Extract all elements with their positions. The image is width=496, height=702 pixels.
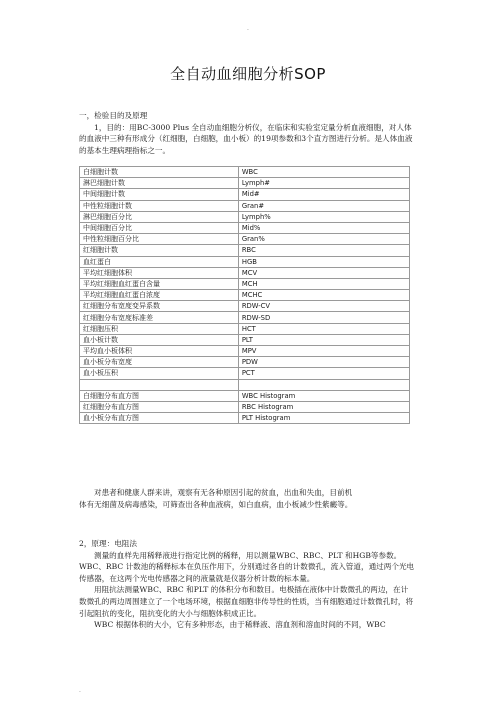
parameter-name: 中间细胞计数 bbox=[80, 189, 239, 200]
parameter-name: 红细胞计数 bbox=[80, 245, 239, 256]
parameter-row bbox=[80, 368, 410, 379]
parameter-name: 血小板分布宽度 bbox=[80, 357, 239, 368]
parameter-row bbox=[80, 189, 410, 200]
parameter-name: 血小板分布直方图 bbox=[80, 413, 239, 424]
parameter-abbreviation: Lymph# bbox=[238, 178, 409, 189]
header-mark: . bbox=[247, 25, 249, 32]
parameter-row bbox=[80, 290, 410, 301]
parameter-name bbox=[80, 379, 239, 390]
parameter-row bbox=[80, 245, 410, 256]
parameter-name: 血小板计数 bbox=[80, 334, 239, 345]
parameter-abbreviation: Mid% bbox=[238, 222, 409, 233]
significance-line-1: 对患者和健康人群来讲，观察有无各种原因引起的贫血，出血和失血，目前机 bbox=[94, 488, 353, 497]
parameter-row bbox=[80, 334, 410, 345]
footer-mark: . bbox=[79, 687, 81, 694]
parameter-abbreviation: WBC Histogram bbox=[238, 390, 409, 401]
parameter-abbreviation: RBC Histogram bbox=[238, 401, 409, 412]
parameter-row bbox=[80, 390, 410, 401]
page-title: 全自动血细胞分析SOP bbox=[170, 65, 326, 83]
parameter-name: 中性粒细胞计数 bbox=[80, 200, 239, 211]
parameter-table bbox=[79, 166, 410, 424]
parameter-row bbox=[80, 178, 410, 189]
section-1-intro: 1，目的：用BC-3000 Plus 全自动血细胞分析仪，在临床和实验室定量分析血液细胞，对人体的血液中三种有形成分（红细胞，白细胞，血小板）的19项参数和3个直方图进行分析。是人体血液的基本生理病理指标之一。 bbox=[79, 122, 413, 155]
parameter-abbreviation: WBC bbox=[238, 167, 409, 178]
parameter-name: 淋巴细胞计数 bbox=[80, 178, 239, 189]
parameter-name: 血红蛋白 bbox=[80, 256, 239, 267]
parameter-row bbox=[80, 312, 410, 323]
principle-paragraph-3: WBC 根据体积的大小，它有多种形态，由于稀释液、溶血剂和溶血时间的不同，WBC bbox=[94, 620, 386, 630]
significance-line-2: 体有无细菌及病毒感染，可筛查出各种血液病，如白血病，血小板减少性紫癜等。 bbox=[79, 499, 353, 509]
section-2 bbox=[79, 538, 415, 631]
parameter-row bbox=[80, 211, 410, 222]
section-1-heading: 一，检验目的及原理 bbox=[79, 111, 148, 120]
parameter-row bbox=[80, 357, 410, 368]
parameter-name: 中性粒细胞百分比 bbox=[80, 234, 239, 245]
parameter-abbreviation: Gran% bbox=[238, 234, 409, 245]
parameter-name: 红细胞分布直方图 bbox=[80, 401, 239, 412]
parameter-name: 平均红细胞血红蛋白含量 bbox=[80, 278, 239, 289]
parameter-row bbox=[80, 301, 410, 312]
parameter-name: 血小板压积 bbox=[80, 368, 239, 379]
parameter-abbreviation: PLT bbox=[238, 334, 409, 345]
parameter-row bbox=[80, 200, 410, 211]
parameter-abbreviation: Mid# bbox=[238, 189, 409, 200]
parameter-abbreviation: RDW-SD bbox=[238, 312, 409, 323]
parameter-abbreviation: MCV bbox=[238, 267, 409, 278]
parameter-abbreviation: MPV bbox=[238, 346, 409, 357]
parameter-abbreviation: HGB bbox=[238, 256, 409, 267]
parameter-row bbox=[80, 323, 410, 334]
parameter-name: 淋巴细胞百分比 bbox=[80, 211, 239, 222]
parameter-name: 平均红细胞血红蛋白浓度 bbox=[80, 290, 239, 301]
parameter-abbreviation bbox=[238, 379, 409, 390]
parameter-row bbox=[80, 222, 410, 233]
parameter-row bbox=[80, 413, 410, 424]
clinical-significance bbox=[79, 487, 415, 510]
parameter-abbreviation: RDW-CV bbox=[238, 301, 409, 312]
parameter-row bbox=[80, 379, 410, 390]
parameter-row bbox=[80, 346, 410, 357]
parameter-name: 中间细胞百分比 bbox=[80, 222, 239, 233]
parameter-row bbox=[80, 267, 410, 278]
parameter-name: 平均红细胞体积 bbox=[80, 267, 239, 278]
parameter-abbreviation: MCHC bbox=[238, 290, 409, 301]
section-2-heading: 2，原理：电阻法 bbox=[79, 539, 137, 548]
parameter-name: 红细胞分布宽度变异系数 bbox=[80, 301, 239, 312]
parameter-row bbox=[80, 234, 410, 245]
parameter-abbreviation: HCT bbox=[238, 323, 409, 334]
parameter-row bbox=[80, 167, 410, 178]
parameter-name: 红细胞分布宽度标准差 bbox=[80, 312, 239, 323]
parameter-name: 白细胞计数 bbox=[80, 167, 239, 178]
parameter-abbreviation: RBC bbox=[238, 245, 409, 256]
parameter-row bbox=[80, 256, 410, 267]
parameter-name: 平均血小板体积 bbox=[80, 346, 239, 357]
parameter-abbreviation: PCT bbox=[238, 368, 409, 379]
parameter-abbreviation: Lymph% bbox=[238, 211, 409, 222]
principle-paragraph-1: 测量的血样先用稀释液进行指定比例的稀释，用以测量WBC、RBC、PLT 和HGB等参数。WBC、RBC 计数池的稀释标本在负压作用下，分别通过各自的计数微孔，流入管道，通过两个光电传感器，在这两个光电传感器之间的液量就是仪器分析计数的标本量。 bbox=[79, 550, 415, 583]
parameter-row bbox=[80, 401, 410, 412]
parameter-abbreviation: PLT Histogram bbox=[238, 413, 409, 424]
section-1 bbox=[79, 110, 415, 156]
parameter-abbreviation: Gran# bbox=[238, 200, 409, 211]
parameter-abbreviation: MCH bbox=[238, 278, 409, 289]
principle-paragraph-2: 用阻抗法测量WBC、RBC 和PLT 的体积分布和数目。电极插在液体中计数微孔的两边，在计数微孔的两边周围建立了一个电场环境，根据血细胞非传导性的性质，当有细胞通过计数微孔时，将引起阻抗的变化，阻抗变化的大小与细胞体积成正比。 bbox=[79, 585, 414, 618]
parameter-name: 白细胞分布直方图 bbox=[80, 390, 239, 401]
parameter-name: 红细胞压积 bbox=[80, 323, 239, 334]
parameter-abbreviation: PDW bbox=[238, 357, 409, 368]
parameter-row bbox=[80, 278, 410, 289]
